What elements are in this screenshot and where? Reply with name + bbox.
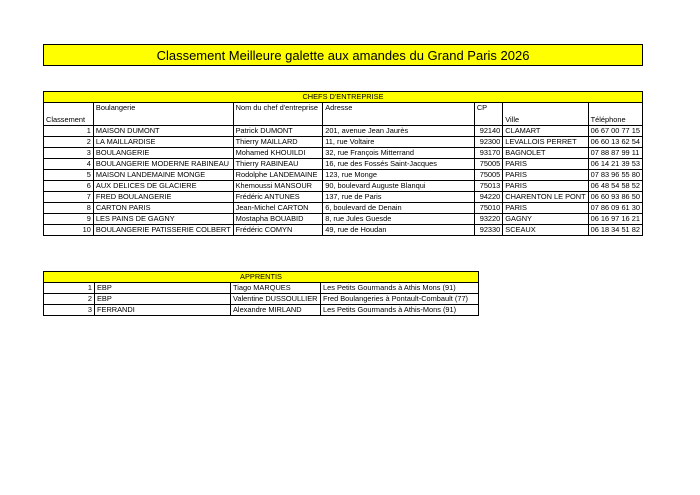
cell-city: SCEAUX	[503, 225, 588, 236]
cell-rank: 2	[44, 137, 94, 148]
table-row	[44, 305, 479, 316]
cell-city: PARIS	[503, 170, 588, 181]
cell-cp: 92300	[474, 137, 502, 148]
cell-phone: 06 60 13 62 54	[588, 137, 642, 148]
cell-bakery: BOULANGERIE PATISSERIE COLBERT	[93, 225, 233, 236]
header-bakery: Boulangerie	[93, 103, 233, 126]
chefs-header-row	[44, 103, 643, 126]
header-phone: Téléphone	[588, 103, 642, 126]
cell-chef: Patrick DUMONT	[233, 126, 323, 137]
cell-chef: Frédéric ANTUNES	[233, 192, 323, 203]
cell-name: Tiago MARQUES	[231, 283, 321, 294]
cell-address: 49, rue de Houdan	[323, 225, 475, 236]
cell-rank: 1	[44, 126, 94, 137]
table-row	[44, 148, 643, 159]
cell-city: CHARENTON LE PONT	[503, 192, 588, 203]
apprentis-banner: APPRENTIS	[44, 272, 479, 283]
table-row	[44, 181, 643, 192]
cell-cp: 94220	[474, 192, 502, 203]
table-row	[44, 294, 479, 305]
cell-city: GAGNY	[503, 214, 588, 225]
cell-rank: 3	[44, 148, 94, 159]
cell-rank: 4	[44, 159, 94, 170]
cell-school: FERRANDI	[95, 305, 231, 316]
cell-city: PARIS	[503, 181, 588, 192]
cell-rank: 8	[44, 203, 94, 214]
cell-phone: 06 48 54 58 52	[588, 181, 642, 192]
chefs-banner: CHEFS D'ENTREPRISE	[44, 92, 643, 103]
cell-phone: 07 83 96 55 80	[588, 170, 642, 181]
cell-bakery: MAISON DUMONT	[93, 126, 233, 137]
cell-address: 6, boulevard de Denain	[323, 203, 475, 214]
cell-bakery: BOULANGERIE MODERNE RABINEAU	[93, 159, 233, 170]
cell-name: Valentine DUSSOULLIER	[231, 294, 321, 305]
cell-cp: 75013	[474, 181, 502, 192]
cell-phone: 06 18 34 51 82	[588, 225, 642, 236]
cell-rank: 6	[44, 181, 94, 192]
header-rank: Classement	[44, 103, 94, 126]
cell-phone: 06 60 93 86 50	[588, 192, 642, 203]
cell-chef: Rodolphe LANDEMAINE	[233, 170, 323, 181]
cell-rank: 5	[44, 170, 94, 181]
cell-city: BAGNOLET	[503, 148, 588, 159]
cell-cp: 93170	[474, 148, 502, 159]
cell-address: 201, avenue Jean Jaurès	[323, 126, 475, 137]
cell-rank: 1	[44, 283, 95, 294]
cell-bakery: AUX DELICES DE GLACIERE	[93, 181, 233, 192]
cell-phone: 06 67 00 77 15	[588, 126, 642, 137]
apprentis-banner-row	[44, 272, 479, 283]
cell-chef: Jean-Michel CARTON	[233, 203, 323, 214]
cell-address: 90, boulevard Auguste Blanqui	[323, 181, 475, 192]
cell-bakery: CARTON PARIS	[93, 203, 233, 214]
table-row	[44, 126, 643, 137]
cell-school: EBP	[95, 283, 231, 294]
cell-address: 16, rue des Fossés Saint-Jacques	[323, 159, 475, 170]
cell-city: LEVALLOIS PERRET	[503, 137, 588, 148]
cell-address: 32, rue François Mitterrand	[323, 148, 475, 159]
cell-cp: 75010	[474, 203, 502, 214]
cell-chef: Thierry MAILLARD	[233, 137, 323, 148]
cell-bakery: Fred Boulangeries à Pontault-Combault (77)	[321, 294, 479, 305]
cell-address: 137, rue de Paris	[323, 192, 475, 203]
table-row	[44, 192, 643, 203]
cell-phone: 07 88 87 99 11	[588, 148, 642, 159]
page-title	[43, 44, 643, 66]
table-row	[44, 283, 479, 294]
table-row	[44, 137, 643, 148]
header-cp: CP	[474, 103, 502, 126]
chefs-banner-row	[44, 92, 643, 103]
cell-phone: 06 14 21 39 53	[588, 159, 642, 170]
cell-city: PARIS	[503, 159, 588, 170]
cell-cp: 92330	[474, 225, 502, 236]
header-chef: Nom du chef d'entreprise	[233, 103, 323, 126]
header-address: Adresse	[323, 103, 475, 126]
table-row	[44, 170, 643, 181]
cell-chef: Frédéric COMYN	[233, 225, 323, 236]
table-row	[44, 214, 643, 225]
cell-rank: 9	[44, 214, 94, 225]
cell-bakery: FRED BOULANGERIE	[93, 192, 233, 203]
cell-bakery: Les Petits Gourmands à Athis-Mons (91)	[321, 305, 479, 316]
apprentis-table	[43, 271, 479, 316]
table-row	[44, 203, 643, 214]
cell-cp: 75005	[474, 170, 502, 181]
cell-bakery: LA MAILLARDISE	[93, 137, 233, 148]
table-row	[44, 159, 643, 170]
cell-chef: Thierry RABINEAU	[233, 159, 323, 170]
cell-cp: 92140	[474, 126, 502, 137]
cell-cp: 75005	[474, 159, 502, 170]
cell-bakery: LES PAINS DE GAGNY	[93, 214, 233, 225]
table-row	[44, 225, 643, 236]
cell-chef: Khemoussi MANSOUR	[233, 181, 323, 192]
page-title-text: Classement Meilleure galette aux amandes du Grand Paris 2026	[156, 47, 530, 63]
chefs-table	[43, 91, 643, 236]
cell-city: PARIS	[503, 203, 588, 214]
cell-address: 123, rue Monge	[323, 170, 475, 181]
cell-cp: 93220	[474, 214, 502, 225]
cell-city: CLAMART	[503, 126, 588, 137]
cell-phone: 07 86 09 61 30	[588, 203, 642, 214]
cell-bakery: Les Petits Gourmands à Athis Mons (91)	[321, 283, 479, 294]
cell-name: Alexandre MIRLAND	[231, 305, 321, 316]
cell-rank: 10	[44, 225, 94, 236]
cell-address: 11, rue Voltaire	[323, 137, 475, 148]
cell-rank: 2	[44, 294, 95, 305]
cell-chef: Mohamed KHOUILDI	[233, 148, 323, 159]
header-city: Ville	[503, 103, 588, 126]
cell-phone: 06 16 97 16 21	[588, 214, 642, 225]
cell-chef: Mostapha BOUABID	[233, 214, 323, 225]
cell-rank: 7	[44, 192, 94, 203]
cell-bakery: BOULANGERIE	[93, 148, 233, 159]
cell-bakery: MAISON LANDEMAINE MONGE	[93, 170, 233, 181]
cell-rank: 3	[44, 305, 95, 316]
cell-address: 8, rue Jules Guesde	[323, 214, 475, 225]
cell-school: EBP	[95, 294, 231, 305]
